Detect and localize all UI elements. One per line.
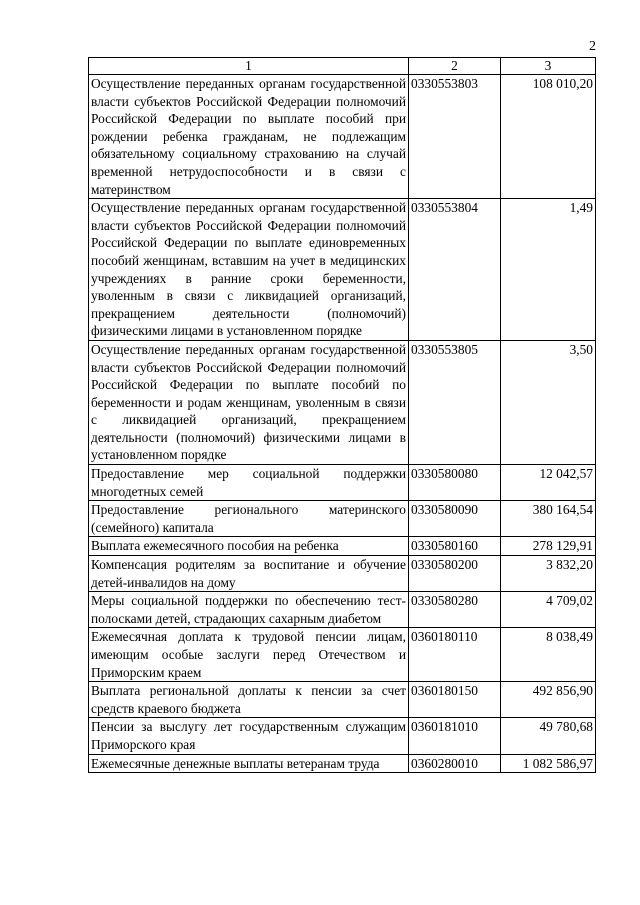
row-code-cell: 0330580160 — [409, 537, 501, 556]
row-amount-cell: 8 038,49 — [501, 628, 596, 682]
row-amount-cell: 1,49 — [501, 199, 596, 341]
row-name-cell: Меры социальной поддержки по обеспечению тест-полосками детей, страдающих сахарным диабетом — [89, 592, 409, 628]
table-header-row — [89, 58, 596, 75]
row-amount-cell: 278 129,91 — [501, 537, 596, 556]
row-amount-cell: 3 832,20 — [501, 556, 596, 592]
table-row — [89, 465, 596, 501]
table-row — [89, 75, 596, 199]
table-row — [89, 199, 596, 341]
row-amount-cell: 12 042,57 — [501, 465, 596, 501]
row-amount-cell: 4 709,02 — [501, 592, 596, 628]
budget-table — [88, 57, 596, 773]
row-code-cell: 0330580080 — [409, 465, 501, 501]
row-name-cell: Осуществление переданных органам государственной власти субъектов Российской Федерации полномочий Российской Федерации по выплате единовременных пособий женщинам, вставшим на учет в медицинских учреждениях в ранние сроки беременности, уволенным в связи с ликвидацией организаций, прекращением деятельности (полномочий) физическими лицами в установленном порядке — [89, 199, 409, 341]
table-row — [89, 628, 596, 682]
row-name-cell: Выплата региональной доплаты к пенсии за счет средств краевого бюджета — [89, 682, 409, 718]
table-row — [89, 501, 596, 537]
row-name-cell: Осуществление переданных органам государственной власти субъектов Российской Федерации полномочий Российской Федерации по выплате пособий по беременности и родам женщинам, уволенным в связи с ликвидацией организаций, прекращением деятельности (полномочий) физическими лицами в установленном порядке — [89, 340, 409, 464]
row-code-cell: 0330553805 — [409, 340, 501, 464]
table-row — [89, 754, 596, 773]
row-amount-cell: 380 164,54 — [501, 501, 596, 537]
row-amount-cell: 1 082 586,97 — [501, 754, 596, 773]
header-col-3: 3 — [501, 58, 596, 75]
row-name-cell: Пенсии за выслугу лет государственным служащим Приморского края — [89, 718, 409, 754]
row-name-cell: Предоставление регионального материнского (семейного) капитала — [89, 501, 409, 537]
row-code-cell: 0360180110 — [409, 628, 501, 682]
row-code-cell: 0330580280 — [409, 592, 501, 628]
row-code-cell: 0360181010 — [409, 718, 501, 754]
row-code-cell: 0330580200 — [409, 556, 501, 592]
table-row — [89, 592, 596, 628]
row-name-cell: Компенсация родителям за воспитание и обучение детей-инвалидов на дому — [89, 556, 409, 592]
row-name-cell: Выплата ежемесячного пособия на ребенка — [89, 537, 409, 556]
row-code-cell: 0330553803 — [409, 75, 501, 199]
row-name-cell: Ежемесячная доплата к трудовой пенсии лицам, имеющим особые заслуги перед Отечеством и Приморским краем — [89, 628, 409, 682]
row-code-cell: 0360280010 — [409, 754, 501, 773]
row-amount-cell: 492 856,90 — [501, 682, 596, 718]
table-row — [89, 682, 596, 718]
table-body — [89, 75, 596, 773]
header-col-2: 2 — [409, 58, 501, 75]
table-row — [89, 556, 596, 592]
row-name-cell: Предоставление мер социальной поддержки многодетных семей — [89, 465, 409, 501]
row-amount-cell: 3,50 — [501, 340, 596, 464]
row-amount-cell: 49 780,68 — [501, 718, 596, 754]
row-code-cell: 0330553804 — [409, 199, 501, 341]
row-amount-cell: 108 010,20 — [501, 75, 596, 199]
row-code-cell: 0360180150 — [409, 682, 501, 718]
table-row — [89, 340, 596, 464]
row-code-cell: 0330580090 — [409, 501, 501, 537]
table-row — [89, 537, 596, 556]
row-name-cell: Ежемесячные денежные выплаты ветеранам труда — [89, 754, 409, 773]
row-name-cell: Осуществление переданных органам государственной власти субъектов Российской Федерации полномочий Российской Федерации по выплате пособий при рождении ребенка гражданам, не подлежащим обязательному социальному страхованию на случай временной нетрудоспособности и в связи с материнством — [89, 75, 409, 199]
header-col-1: 1 — [89, 58, 409, 75]
table-row — [89, 718, 596, 754]
page-number: 2 — [589, 39, 596, 54]
